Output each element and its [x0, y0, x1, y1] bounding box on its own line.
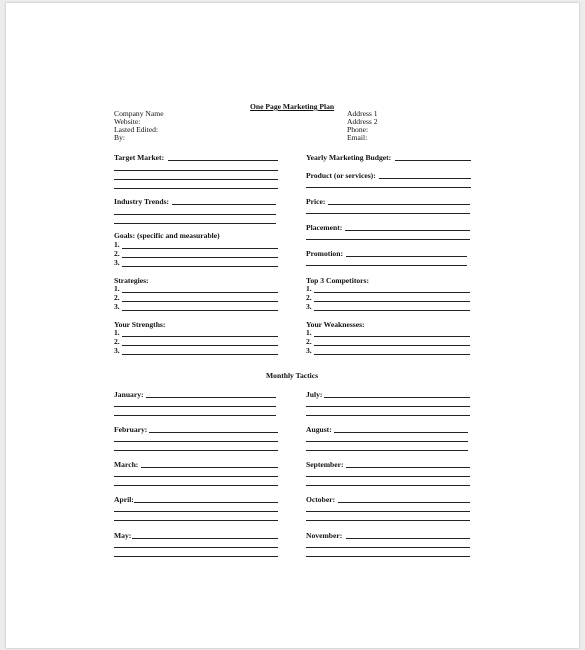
placement-line[interactable]	[306, 239, 470, 240]
competitors-line-2[interactable]	[314, 301, 470, 302]
promotion-line[interactable]	[306, 265, 467, 266]
target-market-line[interactable]	[114, 179, 278, 180]
header-company-name: Company Name	[114, 109, 164, 118]
goals-number-3: 3.	[114, 258, 120, 267]
goals-number-2: 2.	[114, 249, 120, 258]
strengths-number-1: 1.	[114, 328, 120, 337]
month-label-september: September:	[306, 460, 344, 469]
competitors-number-3: 3.	[306, 302, 312, 311]
competitors-number-1: 1.	[306, 284, 312, 293]
product-line[interactable]	[306, 187, 471, 188]
month-line-february[interactable]	[149, 432, 278, 433]
weaknesses-number-2: 2.	[306, 337, 312, 346]
goals-number-1: 1.	[114, 240, 120, 249]
placement-line[interactable]	[345, 230, 470, 231]
competitors-line-1[interactable]	[314, 292, 470, 293]
month-line-september[interactable]	[306, 485, 470, 486]
month-line-april[interactable]	[134, 502, 278, 503]
month-line-may[interactable]	[114, 556, 278, 557]
goals-line-2[interactable]	[122, 257, 278, 258]
strategies-label: Strategies:	[114, 276, 149, 285]
month-line-november[interactable]	[306, 556, 470, 557]
industry-trends-line[interactable]	[114, 214, 276, 215]
header-phone: Phone:	[347, 125, 369, 134]
month-line-april[interactable]	[114, 511, 278, 512]
month-line-february[interactable]	[114, 450, 278, 451]
competitors-number-2: 2.	[306, 293, 312, 302]
product-line[interactable]	[379, 178, 471, 179]
month-line-april[interactable]	[114, 520, 278, 521]
strategies-line-2[interactable]	[122, 301, 278, 302]
month-label-october: October:	[306, 495, 336, 504]
target-market-line[interactable]	[114, 188, 278, 189]
price-line[interactable]	[306, 213, 470, 214]
header-address-1: Address 1	[347, 109, 378, 118]
month-line-october[interactable]	[306, 511, 470, 512]
month-label-april: April:	[114, 495, 134, 504]
promotion-line[interactable]	[346, 256, 467, 257]
strengths-line-3[interactable]	[122, 354, 278, 355]
budget-label: Yearly Marketing Budget:	[306, 153, 392, 162]
month-line-january[interactable]	[114, 406, 276, 407]
strengths-label: Your Strengths:	[114, 320, 166, 329]
month-line-march[interactable]	[114, 476, 278, 477]
weaknesses-number-1: 1.	[306, 328, 312, 337]
month-line-may[interactable]	[132, 538, 278, 539]
month-line-may[interactable]	[114, 547, 278, 548]
month-label-august: August:	[306, 425, 332, 434]
promotion-label: Promotion:	[306, 249, 343, 258]
budget-line[interactable]	[395, 160, 471, 161]
month-line-march[interactable]	[141, 467, 278, 468]
month-line-january[interactable]	[114, 415, 276, 416]
price-label: Price:	[306, 197, 326, 206]
header-email: Email:	[347, 133, 368, 142]
placement-label: Placement:	[306, 223, 343, 232]
industry-trends-line[interactable]	[172, 204, 276, 205]
header-website: Website:	[114, 117, 141, 126]
month-line-september[interactable]	[306, 476, 470, 477]
weaknesses-line-1[interactable]	[314, 336, 470, 337]
product-label: Product (or services):	[306, 171, 376, 180]
goals-label: Goals: (specific and measurable)	[114, 231, 220, 240]
target-market-line[interactable]	[168, 160, 278, 161]
header-address-2: Address 2	[347, 117, 378, 126]
strategies-number-3: 3.	[114, 302, 120, 311]
month-line-february[interactable]	[114, 441, 278, 442]
month-line-july[interactable]	[306, 415, 470, 416]
month-line-november[interactable]	[346, 538, 470, 539]
month-label-february: February:	[114, 425, 148, 434]
month-line-august[interactable]	[306, 450, 468, 451]
strategies-number-2: 2.	[114, 293, 120, 302]
strengths-number-3: 3.	[114, 346, 120, 355]
header-by: By:	[114, 133, 125, 142]
strategies-number-1: 1.	[114, 284, 120, 293]
page-title: One Page Marketing Plan	[250, 102, 335, 111]
month-line-november[interactable]	[306, 547, 470, 548]
weaknesses-line-2[interactable]	[314, 345, 470, 346]
price-line[interactable]	[328, 204, 470, 205]
goals-line-3[interactable]	[122, 266, 278, 267]
month-line-january[interactable]	[146, 397, 276, 398]
month-label-november: November:	[306, 531, 343, 540]
month-line-march[interactable]	[114, 485, 278, 486]
month-label-march: March:	[114, 460, 139, 469]
target-market-line[interactable]	[114, 170, 278, 171]
industry-trends-line[interactable]	[114, 223, 276, 224]
weaknesses-number-3: 3.	[306, 346, 312, 355]
weaknesses-line-3[interactable]	[314, 354, 470, 355]
target-market-label: Target Market:	[114, 153, 165, 162]
weaknesses-label: Your Weaknesses:	[306, 320, 365, 329]
month-line-september[interactable]	[346, 467, 470, 468]
strategies-line-3[interactable]	[122, 310, 278, 311]
month-label-may: May:	[114, 531, 132, 540]
month-line-october[interactable]	[338, 502, 470, 503]
month-label-july: July:	[306, 390, 323, 399]
goals-line-1[interactable]	[122, 248, 278, 249]
strengths-line-2[interactable]	[122, 345, 278, 346]
month-line-october[interactable]	[306, 520, 470, 521]
month-line-august[interactable]	[306, 441, 468, 442]
industry-trends-label: Industry Trends:	[114, 197, 170, 206]
monthly-tactics-title: Monthly Tactics	[266, 371, 319, 380]
competitors-line-3[interactable]	[314, 310, 470, 311]
strengths-number-2: 2.	[114, 337, 120, 346]
month-line-august[interactable]	[334, 432, 468, 433]
strategies-line-1[interactable]	[122, 292, 278, 293]
strengths-line-1[interactable]	[122, 336, 278, 337]
month-line-july[interactable]	[306, 406, 470, 407]
competitors-label: Top 3 Competitors:	[306, 276, 370, 285]
month-line-july[interactable]	[324, 397, 470, 398]
header-last-edited: Lasted Edited:	[114, 125, 159, 134]
document-page	[6, 3, 579, 648]
month-label-january: January:	[114, 390, 144, 399]
